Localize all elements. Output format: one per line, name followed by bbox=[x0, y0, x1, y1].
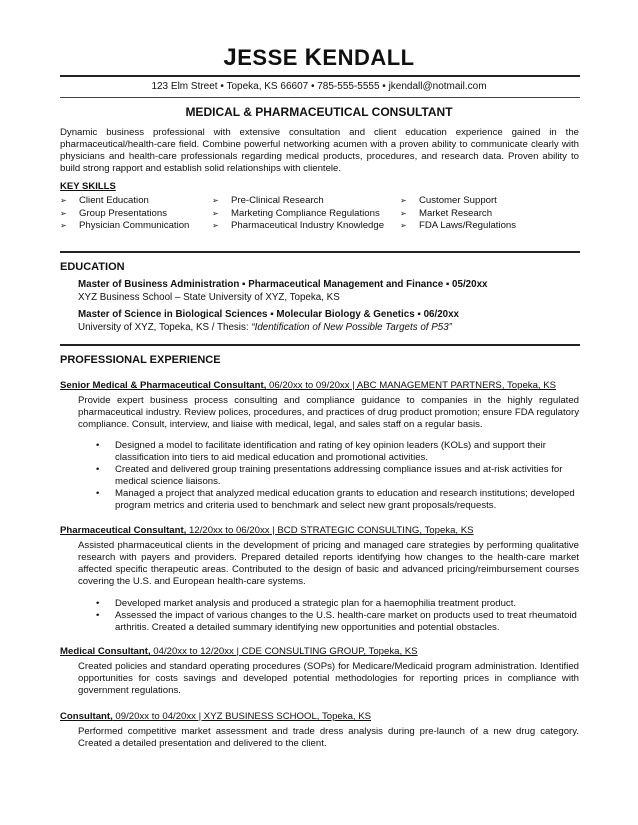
arrow-bullet-icon: ➢ bbox=[60, 196, 67, 205]
section-rule bbox=[60, 344, 580, 346]
job-description: Assisted pharmaceutical clients in the development of pricing and managed care strategies by performing qualitative research with payers and providers. Prepared detailed reports identifying how changes to the health-care market affected specific therapeutic areas. Contributed to the design of basic and advanced pricing/reimbursement courses covering the U.S. and European health-care systems. bbox=[78, 540, 579, 587]
job-heading bbox=[60, 380, 556, 391]
arrow-bullet-icon: ➢ bbox=[400, 208, 407, 218]
arrow-bullet-icon: ➢ bbox=[212, 196, 219, 205]
experience-title: PROFESSIONAL EXPERIENCE bbox=[60, 354, 221, 366]
degree-title: Master of Science in Biological Sciences ▪ Molecular Biology & Genetics ▪ 06/20xx bbox=[78, 309, 459, 320]
skill-item: ➢ Physician Communication bbox=[60, 220, 190, 232]
job-achievements bbox=[96, 440, 579, 512]
arrow-bullet-icon: ➢ bbox=[212, 208, 219, 218]
job-heading bbox=[60, 525, 474, 536]
job-description: Performed competitive market assessment and trade dress analysis during pre-launch of a new drug category. Created a detailed presentation and delivered to the client. bbox=[78, 726, 579, 749]
job-achievements bbox=[96, 598, 579, 634]
degree-title: Master of Business Administration ▪ Pharmaceutical Management and Finance ▪ 05/20xx bbox=[78, 279, 488, 290]
achievement-item: • Created and delivered group training presentations addressing compliance issues and at-risk activities for medical science liaisons. bbox=[96, 464, 579, 488]
job-meta: 12/20xx to 06/20xx | BCD STRATEGIC CONSULTING, Topeka, KS bbox=[186, 525, 474, 536]
job-role: Medical Consultant, bbox=[60, 646, 151, 657]
header-rule bbox=[60, 75, 580, 77]
arrow-bullet-icon: ➢ bbox=[212, 221, 219, 231]
degree-entry bbox=[78, 279, 487, 304]
skills-column bbox=[212, 195, 400, 233]
degree-entry bbox=[78, 309, 459, 334]
arrow-bullet-icon: ➢ bbox=[400, 196, 407, 205]
thesis-title: “Identification of New Possible Targets of P53” bbox=[251, 321, 452, 333]
education-title: EDUCATION bbox=[60, 261, 125, 273]
arrow-bullet-icon: ➢ bbox=[60, 208, 67, 218]
header-rule bbox=[60, 97, 580, 98]
skill-item: ➢ Customer Support bbox=[400, 195, 497, 206]
job-heading bbox=[60, 711, 371, 722]
achievement-item: • Developed market analysis and produced a strategic plan for a haemophilia treatment product. bbox=[96, 598, 579, 610]
summary-paragraph: Dynamic business professional with extensive consultation and client education experience gained in the pharmaceutical/health-care field. Combine powerful networking acumen with a proven ability to communicate clearly with physicians and health-care professionals regarding medical products, procedures, and research data. Proven ability to build strong rapport and establish solid relationships with clientele. bbox=[60, 127, 579, 174]
arrow-bullet-icon: ➢ bbox=[400, 221, 407, 231]
name-initial: J bbox=[223, 44, 238, 71]
job-role: Consultant, bbox=[60, 711, 113, 722]
professional-headline: MEDICAL & PHARMACEUTICAL CONSULTANT bbox=[185, 105, 453, 119]
achievement-item: • Managed a project that analyzed medical education grants to education and research institutions; developed program metrics and criteria used to benchmark and select new grant proposals/requests. bbox=[96, 488, 579, 512]
key-skills-title: KEY SKILLS bbox=[60, 181, 116, 192]
name-first-rest: ESSE bbox=[237, 45, 298, 70]
arrow-bullet-icon: ➢ bbox=[60, 221, 67, 231]
key-skills-list bbox=[60, 195, 580, 233]
skill-item: ➢ Pharmaceutical Industry Knowledge bbox=[212, 220, 385, 232]
name-initial: K bbox=[304, 44, 323, 71]
job-role: Pharmaceutical Consultant, bbox=[60, 525, 187, 536]
skills-column bbox=[400, 195, 516, 233]
degree-school: University of XYZ, Topeka, KS / Thesis: “Identification of New Possible Targets of P53” bbox=[78, 321, 452, 333]
skill-item: ➢ Market Research bbox=[400, 207, 493, 219]
contact-line: 123 Elm Street • Topeka, KS 66607 • 785-555-5555 • jkendall@notmail.com bbox=[151, 81, 487, 92]
skill-item: ➢ Client Education bbox=[60, 195, 149, 206]
job-description: Created policies and standard operating procedures (SOPs) for Medicare/Medicaid program administration. Identified opportunities for costs savings and developed potential methodologies for reporting prices in compliance with government regulations. bbox=[78, 661, 579, 696]
skill-item: ➢ Marketing Compliance Regulations bbox=[212, 207, 380, 219]
job-description: Provide expert business process consulting and compliance guidance to companies in the highly regulated pharmaceutical industry. Review polices, procedures, and practices of drug product promotion; ensure FDA regulatory compliance. Consult, interview, and liaise with medical, legal, and sales staff on a regular basis. bbox=[78, 395, 579, 430]
section-rule bbox=[60, 251, 580, 253]
job-meta: 04/20xx to 12/20xx | CDE CONSULTING GROUP, Topeka, KS bbox=[150, 646, 418, 657]
degree-school: XYZ Business School – State University of XYZ, Topeka, KS bbox=[78, 291, 340, 303]
job-role: Senior Medical & Pharmaceutical Consultant, bbox=[60, 380, 267, 391]
job-meta: 06/20xx to 09/20xx | ABC MANAGEMENT PARTNERS, Topeka, KS bbox=[266, 380, 557, 391]
job-meta: 09/20xx to 04/20xx | XYZ BUSINESS SCHOOL, Topeka, KS bbox=[112, 711, 372, 722]
skill-item: ➢ Group Presentations bbox=[60, 207, 167, 219]
skill-item: ➢ FDA Laws/Regulations bbox=[400, 220, 517, 232]
job-heading bbox=[60, 646, 418, 657]
skills-column bbox=[60, 195, 212, 233]
skill-item: ➢ Pre-Clinical Research bbox=[212, 195, 324, 206]
achievement-item: • Designed a model to facilitate identification and rating of key opinion leaders (KOLs) and support their classification into tiers to aid medical education and promotional activities. bbox=[96, 440, 579, 464]
candidate-name bbox=[0, 44, 638, 72]
achievement-item: • Assessed the impact of various changes to the U.S. health-care market on products used to treat rheumatoid arthritis. Created a detailed summary identifying new opportunities and potential obstacles. bbox=[96, 610, 579, 634]
name-last-rest: ENDALL bbox=[322, 45, 415, 70]
